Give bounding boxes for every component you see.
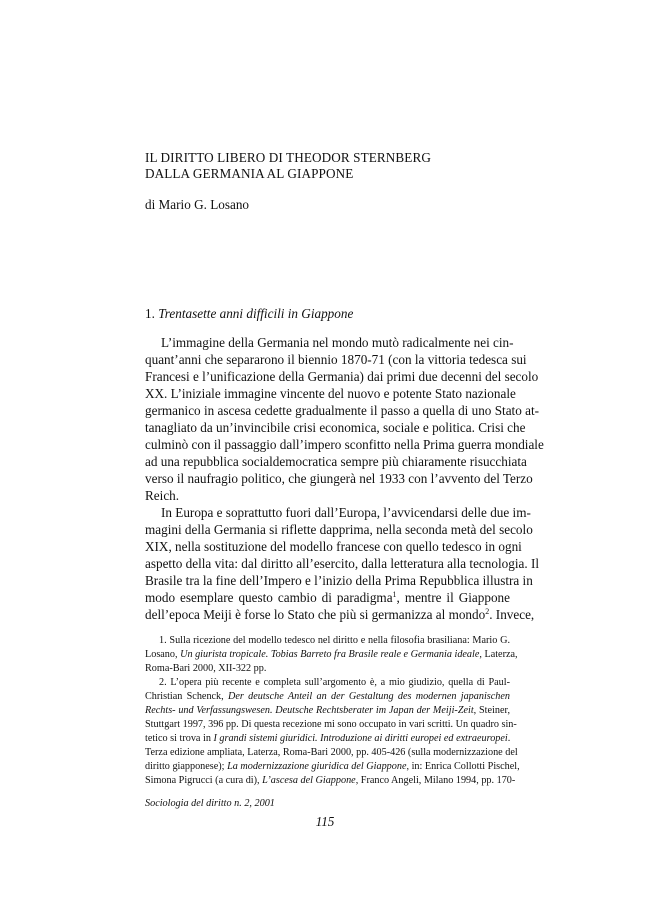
section-heading	[145, 306, 353, 322]
footnote-line: Stuttgart 1997, 396 pp. Di questa recezione mi sono occupato in vari scritti. Un quadro sin-	[145, 719, 517, 730]
journal-footer: Sociologia del diritto n. 2, 2001	[145, 798, 275, 809]
footnote-line	[145, 760, 520, 774]
section-title: Trentasette anni difficili in Giappone	[158, 306, 354, 321]
body-line-text: modo esemplare questo cambio di paradigma	[145, 590, 393, 605]
body-line: germanico in ascesa cedette gradualmente il passo a quella di uno Stato at-	[145, 403, 540, 418]
body-line: aspetto della vita: dal diritto all’esercito, dalla letteratura alla tecnologia. Il	[145, 556, 539, 571]
footnote-text: , Laterza,	[479, 649, 518, 660]
footnote-line	[145, 704, 510, 718]
footnote-line	[145, 648, 518, 662]
page-number: 115	[315, 814, 335, 829]
footnote-line	[145, 690, 510, 704]
body-line: In Europa e soprattutto fuori dall’Europa, l’avvicendarsi delle due im-	[161, 505, 531, 520]
body-line: quant’anni che separarono il biennio 1870-71 (con la vittoria tedesca sui	[145, 352, 527, 367]
body-line: L’immagine della Germania nel mondo mutò radicalmente nei cin-	[161, 335, 514, 350]
author-byline: di Mario G. Losano	[145, 197, 250, 212]
footnote-line: Roma-Bari 2000, XII-322 pp.	[145, 663, 267, 674]
footnote-mark[interactable]: 2	[485, 607, 490, 616]
body-line: tanagliato da un’invincibile crisi economica, sociale e politica. Crisi che	[145, 420, 526, 435]
body-line: Brasile tra la fine dell’Impero e l’inizio della Prima Repubblica illustra in	[145, 573, 533, 588]
footnote-italic-title: Un giurista tropicale. Tobias Barreto fra Brasile reale e Germania ideale	[180, 649, 480, 660]
footnote-italic-title: La modernizzazione giuridica del Giappone	[227, 761, 407, 772]
footnote-line	[145, 774, 516, 788]
footnote-text: , Steiner,	[473, 705, 510, 716]
body-line: Reich.	[145, 488, 180, 503]
footnote-line: Terza edizione ampliata, Laterza, Roma-Bari 2000, pp. 405-426 (sulla modernizzazione del	[145, 747, 518, 758]
body-line	[145, 589, 510, 606]
footnote-text: Losano,	[145, 649, 181, 660]
footnote-text: diritto giapponese);	[145, 761, 228, 772]
footnote-text: tetico si trova in	[145, 733, 214, 744]
body-line: culminò con il passaggio dall’impero sconfitto nella Prima guerra mondiale	[145, 437, 544, 452]
footnote-italic-title: L’ascesa del Giappone	[262, 775, 356, 786]
body-line: ad una repubblica socialdemocratica sempre più chiaramente risucchiata	[145, 454, 527, 469]
body-line: magini della Germania si riflette dapprima, nella seconda metà del secolo	[145, 522, 533, 537]
footnote-line: 1. Sulla ricezione del modello tedesco nel diritto e nella filosofia brasiliana: Mario G.	[159, 635, 510, 646]
footnote-text: , in: Enrica Collotti Pischel,	[406, 761, 520, 772]
body-line-text: dell’epoca Meiji è forse lo Stato che più si germanizza al mondo	[145, 607, 486, 622]
body-line: XX. L’iniziale immagine vincente del nuovo e potente Stato nazionale	[145, 386, 516, 401]
footnote-mark[interactable]: 1	[392, 590, 397, 599]
body-line: XIX, nella sostituzione del modello francese con quello tedesco in ogni	[145, 539, 522, 554]
body-line: Francesi e l’unificazione della Germania) dai primi due decenni del secolo	[145, 369, 539, 384]
footnote-italic-title: I grandi sistemi giuridici. Introduzione ai diritti europei ed extraeuropei	[213, 733, 508, 744]
article-title-line-2: DALLA GERMANIA AL GIAPPONE	[145, 166, 354, 181]
body-line	[145, 606, 535, 623]
footnote-italic-title: Der deutsche Anteil an der Gestaltung des modernen japanischen	[228, 691, 510, 702]
body-line: verso il naufragio politico, che giungerà nel 1933 con l’avvento del Terzo	[145, 471, 533, 486]
footnote-text: Christian Schenck,	[145, 691, 228, 702]
section-number: 1.	[145, 306, 155, 321]
footnote-line	[145, 732, 510, 746]
body-line-text: . Invece,	[489, 607, 535, 622]
footnote-line: 2. L’opera più recente e completa sull’argomento è, a mio giudizio, quella di Paul-	[159, 677, 510, 688]
footnote-text: Simona Pigrucci (a cura di),	[145, 775, 263, 786]
body-line-text: , mentre il Giappone	[396, 590, 510, 605]
footnote-text: .	[507, 733, 511, 744]
article-title-line-1: IL DIRITTO LIBERO DI THEODOR STERNBERG	[145, 150, 431, 165]
footnote-italic-title: Rechts- und Verfassungswesen. Deutsche Rechtsberater im Japan der Meiji-Zeit	[145, 705, 474, 716]
footnote-text: , Franco Angeli, Milano 1994, pp. 170-	[355, 775, 516, 786]
